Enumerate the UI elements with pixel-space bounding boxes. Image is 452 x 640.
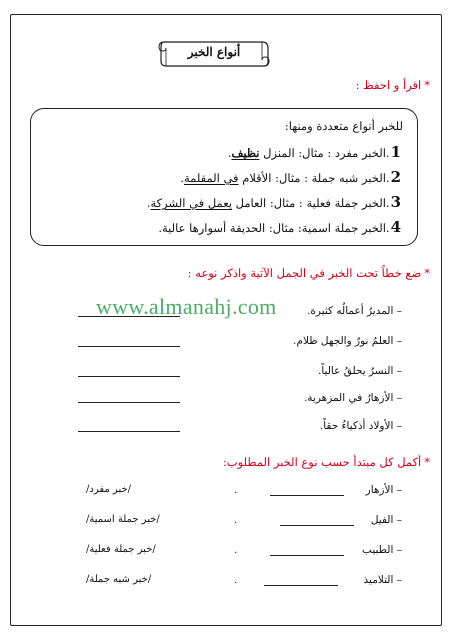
star-icon: * (424, 266, 430, 280)
section1-heading (356, 78, 430, 92)
answer-line[interactable] (78, 346, 180, 347)
box-intro: للخبر أنواع متعددة ومنها: (284, 119, 403, 133)
item-example-end: . (227, 146, 232, 160)
page-title: أنواع الخبر (187, 45, 241, 59)
title-banner (158, 37, 270, 71)
item-number: 4 (390, 218, 401, 236)
item-example-predicate: في المقلمة (184, 171, 239, 185)
completion-subject: – التلاميذ (363, 574, 402, 586)
item-example-end: . (180, 171, 185, 185)
predicate-type-hint: /خبر شبه جملة/ (86, 574, 152, 585)
completion-dot: . (234, 544, 238, 556)
star-icon: * (424, 455, 430, 469)
exercise-sentence: – العلمُ نورٌ والجهل ظلام. (293, 335, 402, 347)
info-box (30, 108, 418, 246)
exercise-sentence: – الأولاد أذكياءُ حقاً. (319, 420, 402, 432)
item-number: 3 (390, 193, 401, 211)
worksheet-border (10, 14, 442, 626)
completion-subject: – الفيل (370, 514, 402, 526)
predicate-type-hint: /خبر مفرد/ (86, 484, 132, 495)
item-example: المنزل (259, 146, 295, 160)
completion-subject: – الطبيب (362, 544, 402, 556)
item-number: 1 (390, 143, 401, 161)
section3-heading-text: أكمل كل مبتدأ حسب نوع الخبر المطلوب: (222, 455, 422, 469)
item-example-predicate: أسوارها عالية (162, 221, 227, 235)
item-type: .الخبر شبه جملة : مثال: (271, 171, 390, 185)
answer-line[interactable] (78, 402, 180, 403)
completion-blank[interactable] (270, 495, 344, 496)
exercise-sentence: – النسرُ يحلقُ عالياً. (317, 365, 402, 377)
item-type: .الخبر جملة اسمية: مثال: (265, 221, 390, 235)
item-example: الحديقة (226, 221, 266, 235)
item-example-end: . (146, 196, 151, 210)
item-type: .الخبر مفرد : مثال: (294, 146, 390, 160)
completion-dot: . (234, 484, 238, 496)
item-example-end: . (158, 221, 162, 235)
box-item (228, 143, 401, 161)
section2-heading-text: ضع خطاً تحت الخبر في الجمل الآتية واذكر نوعه : (187, 266, 422, 280)
star-icon: * (424, 78, 430, 92)
item-example-predicate: نظيف (231, 146, 260, 160)
answer-line[interactable] (78, 431, 180, 432)
predicate-type-hint: /خبر جملة اسمية/ (86, 514, 160, 525)
completion-subject: – الأزهار (365, 484, 402, 496)
item-number: 2 (390, 168, 401, 186)
exercise-sentence: – المديرُ أعمالُه كثيرة. (307, 305, 402, 317)
completion-dot: . (234, 574, 238, 586)
completion-blank[interactable] (270, 555, 344, 556)
completion-dot: . (234, 514, 238, 526)
exercise-sentence: – الأزهارُ في المزهرية. (303, 392, 402, 404)
section1-heading-text: اقرأ و احفظ : (355, 78, 422, 92)
item-example: العامل (231, 196, 267, 210)
item-example-predicate: يعمل في الشركة (150, 196, 232, 210)
box-item (180, 168, 401, 186)
section2-heading (188, 266, 430, 280)
watermark: www.almanahj.com (96, 294, 277, 319)
answer-line[interactable] (78, 376, 180, 377)
item-example: الأقلام (238, 171, 272, 185)
completion-blank[interactable] (280, 525, 354, 526)
answer-line[interactable] (78, 316, 180, 317)
item-type: .الخبر جملة فعلية : مثال: (266, 196, 390, 210)
box-item (158, 218, 401, 236)
box-item (147, 193, 401, 211)
completion-blank[interactable] (264, 585, 338, 586)
predicate-type-hint: /خبر جملة فعلية/ (86, 544, 156, 555)
section3-heading (223, 455, 430, 469)
